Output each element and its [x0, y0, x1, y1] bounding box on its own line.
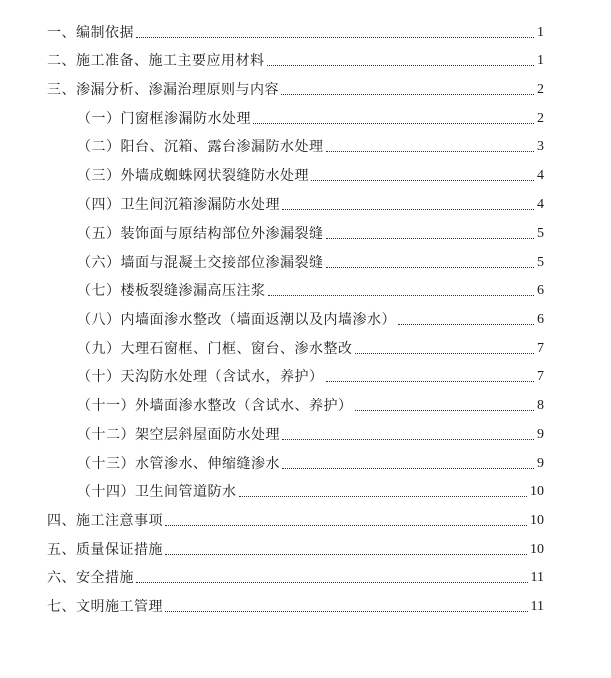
toc-subentry[interactable]: [77, 278, 544, 300]
toc-subentry[interactable]: [77, 479, 544, 501]
toc-entry-page: 5: [537, 226, 544, 241]
dot-leader: [326, 381, 535, 382]
toc-entry-title: （四）卫生间沉箱渗漏防水处理: [77, 197, 280, 213]
dot-leader: [282, 209, 534, 210]
toc-entry-page: 7: [537, 369, 544, 384]
dot-leader: [355, 410, 535, 411]
toc-entry-title: 一、编制依据: [47, 25, 134, 41]
toc-entry-title: 六、安全措施: [47, 570, 134, 586]
toc-entry-page: 11: [530, 570, 544, 585]
toc-entry-title: （十四）卫生间管道防水: [77, 484, 237, 500]
toc-subentry[interactable]: [77, 451, 544, 473]
dot-leader: [326, 151, 535, 152]
dot-leader: [239, 496, 528, 497]
toc-entry-title: 五、质量保证措施: [47, 542, 163, 558]
toc-entry[interactable]: [47, 565, 544, 587]
toc-entry-title: （十三）水管渗水、伸缩缝渗水: [77, 456, 280, 472]
toc-subentry[interactable]: [77, 336, 544, 358]
toc-entry-page: 10: [530, 513, 544, 528]
toc-entry-page: 5: [537, 255, 544, 270]
dot-leader: [326, 238, 535, 239]
toc-entry-title: （三）外墙成蜘蛛网状裂缝防水处理: [77, 168, 309, 184]
toc-entry[interactable]: [47, 508, 544, 530]
toc-subentry[interactable]: [77, 134, 544, 156]
toc-entry-title: 四、施工注意事项: [47, 513, 163, 529]
toc-entry[interactable]: [47, 594, 544, 616]
toc-subentry[interactable]: [77, 250, 544, 272]
toc-subentry[interactable]: [77, 364, 544, 386]
toc-entry-page: 9: [537, 427, 544, 442]
toc-entry-page: 7: [537, 341, 544, 356]
toc-subentry[interactable]: [77, 106, 544, 128]
toc-entry-title: （九）大理石窗框、门框、窗台、渗水整改: [77, 341, 353, 357]
toc-subentry[interactable]: [77, 192, 544, 214]
toc-entry-page: 1: [537, 25, 544, 40]
toc-entry-page: 4: [537, 168, 544, 183]
toc-entry-title: （一）门窗框渗漏防水处理: [77, 111, 251, 127]
toc-entry-page: 10: [530, 484, 544, 499]
dot-leader: [165, 554, 527, 555]
dot-leader: [282, 468, 534, 469]
dot-leader: [281, 94, 534, 95]
toc-entry[interactable]: [47, 77, 544, 99]
toc-subentry[interactable]: [77, 163, 544, 185]
toc-entry-title: （五）装饰面与原结构部位外渗漏裂缝: [77, 226, 324, 242]
toc-entry-title: （十一）外墙面渗水整改（含试水、养护）: [77, 398, 353, 414]
toc-entry-title: 二、施工准备、施工主要应用材料: [47, 53, 265, 69]
dot-leader: [268, 295, 535, 296]
dot-leader: [355, 353, 535, 354]
toc-entry-page: 4: [537, 197, 544, 212]
toc-entry-page: 6: [537, 312, 544, 327]
dot-leader: [165, 525, 527, 526]
dot-leader: [282, 439, 534, 440]
toc-subentry[interactable]: [77, 307, 544, 329]
dot-leader: [136, 582, 528, 583]
toc-entry-page: 11: [530, 599, 544, 614]
toc-entry-title: （十二）架空层斜屋面防水处理: [77, 427, 280, 443]
toc-entry-title: （七）楼板裂缝渗漏高压注浆: [77, 283, 266, 299]
dot-leader: [326, 267, 535, 268]
toc-entry-page: 10: [530, 542, 544, 557]
toc-subentry[interactable]: [77, 393, 544, 415]
dot-leader: [253, 123, 534, 124]
dot-leader: [267, 65, 535, 66]
toc-subentry[interactable]: [77, 422, 544, 444]
toc-entry-title: 七、文明施工管理: [47, 599, 163, 615]
toc-entry-page: 3: [537, 139, 544, 154]
toc-entry-page: 6: [537, 283, 544, 298]
toc-entry-page: 2: [537, 82, 544, 97]
dot-leader: [398, 324, 534, 325]
toc-entry-title: （十）天沟防水处理（含试水，养护）: [77, 369, 324, 385]
dot-leader: [136, 37, 534, 38]
toc-entry-page: 2: [537, 111, 544, 126]
toc-entry-page: 9: [537, 456, 544, 471]
toc-entry-title: （六）墙面与混凝土交接部位渗漏裂缝: [77, 255, 324, 271]
toc-entry[interactable]: [47, 20, 544, 42]
toc-entry-title: 三、渗漏分析、渗漏治理原则与内容: [47, 82, 279, 98]
toc-entry[interactable]: [47, 537, 544, 559]
dot-leader: [165, 611, 528, 612]
toc-entry[interactable]: [47, 48, 544, 70]
toc-entry-title: （八）内墙面渗水整改（墙面返潮以及内墙渗水）: [77, 312, 396, 328]
toc-subentry[interactable]: [77, 221, 544, 243]
toc-entry-page: 1: [537, 53, 544, 68]
dot-leader: [311, 180, 534, 181]
toc-entry-page: 8: [537, 398, 544, 413]
toc-entry-title: （二）阳台、沉箱、露台渗漏防水处理: [77, 139, 324, 155]
